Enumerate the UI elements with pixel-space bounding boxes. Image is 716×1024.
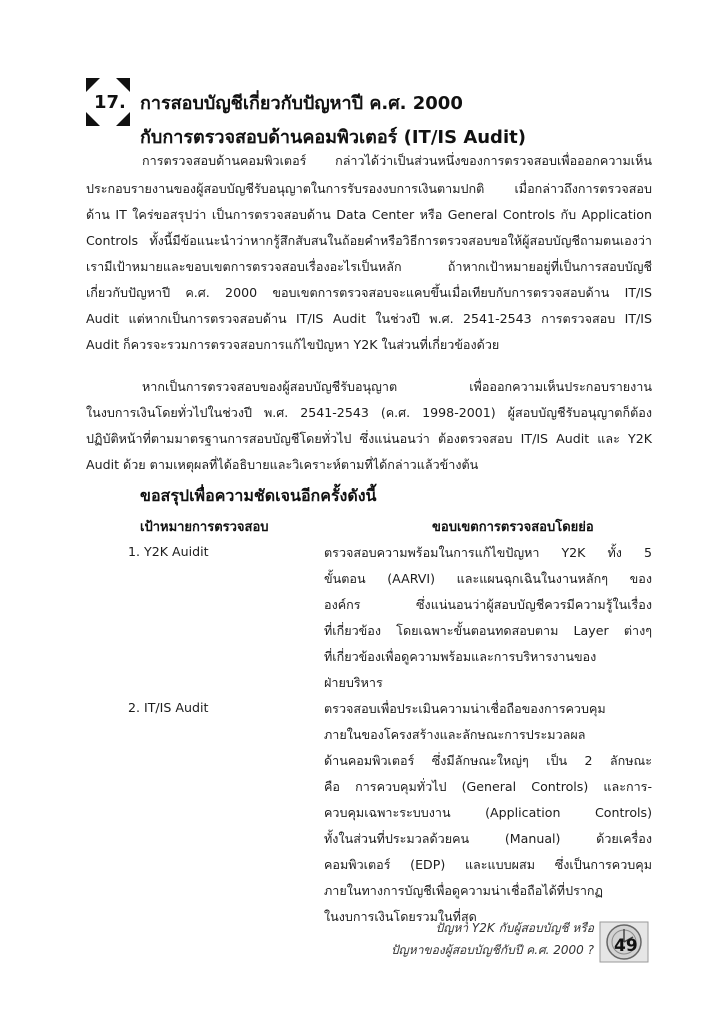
paragraph-line: Audit ก็ควรจะรวมการตรวจสอบการแก้ไขปัญหา Y2K ในส่วนที่เกี่ยวข้องด้วย xyxy=(86,337,500,352)
scope-column-header: ขอบเขตการตรวจสอบโดยย่อ xyxy=(432,520,594,535)
scope-line: ในงบการเงินโดยรวมในที่สุด xyxy=(324,909,477,924)
paragraph-line: การตรวจสอบด้านคอมพิวเตอร์ กล่าวได้ว่าเป็นส่วนหนึ่งของการตรวจสอบเพื่อออกความเห็น xyxy=(142,153,652,168)
paragraph-line: หากเป็นการตรวจสอบของผู้สอบบัญชีรับอนุญาต เพื่อออกความเห็นประกอบรายงาน xyxy=(142,379,652,394)
scope-line: ภายในทางการบัญชีเพื่อดูความน่าเชื่อถือได้ที่ปรากฏ xyxy=(324,883,603,898)
scope-line: ควบคุมเฉพาะระบบงาน (Application Controls) xyxy=(324,805,652,820)
paragraph-line: Audit แต่หากเป็นการตรวจสอบด้าน IT/IS Audit ในช่วงปี พ.ศ. 2541-2543 การตรวจสอบ IT/IS xyxy=(86,311,652,326)
footer-title-line-2: ปัญหาของผู้สอบบัญชีกับปี ค.ศ. 2000 ? xyxy=(390,943,594,957)
summary-heading: ขอสรุปเพื่อความชัดเจนอีกครั้งดังนี้ xyxy=(140,486,377,505)
scope-line: ด้านคอมพิวเตอร์ ซึ่งมีลักษณะใหญ่ๆ เป็น 2 ลักษณะ xyxy=(324,753,652,768)
corner-mark-bottom-left xyxy=(86,112,100,126)
paragraph-line: ปฏิบัติหน้าที่ตามมาตรฐานการสอบบัญชีโดยทั่วไป ซึ่งแน่นอนว่า ต้องตรวจสอบ IT/IS Audit และ Y2K xyxy=(86,431,652,446)
paragraph-line: Audit ด้วย ตามเหตุผลที่ได้อธิบายและวิเคราะห์ตามที่ได้กล่าวแล้วข้างต้น xyxy=(86,457,479,472)
paragraph-line: Controls ทั้งนี้มีข้อแนะนำว่าหากรู้สึกสับสนในถ้อยคำหรือวิธีการตรวจสอบขอให้ผู้สอบบัญชีถามตนเองว่า xyxy=(86,233,652,248)
scope-line: ที่เกี่ยวข้อง โดยเฉพาะขั้นตอนทดสอบตาม Layer ต่างๆ xyxy=(324,623,652,638)
page-number: 49 xyxy=(614,936,638,956)
scope-line: คอมพิวเตอร์ (EDP) และแบบผสม ซึ่งเป็นการควบคุม xyxy=(324,857,652,872)
footer-title-line-1: ปัญหา Y2K กับผู้สอบบัญชี หรือ xyxy=(435,921,594,935)
goal-column-header: เป้าหมายการตรวจสอบ xyxy=(140,520,269,535)
scope-line: ทั้งในส่วนที่ประมวลด้วยคน (Manual) ด้วยเครื่อง xyxy=(324,831,652,846)
corner-mark-top-right xyxy=(116,78,130,92)
scope-line: ตรวจสอบความพร้อมในการแก้ไขปัญหา Y2K ทั้ง 5 xyxy=(324,545,652,560)
paragraph-line: ในงบการเงินโดยทั่วไปในช่วงปี พ.ศ. 2541-2543 (ค.ศ. 1998-2001) ผู้สอบบัญชีรับอนุญาตก็ต้อง xyxy=(86,405,652,420)
scope-line: ภายในของโครงสร้างและลักษณะการประมวลผล xyxy=(324,727,586,742)
scope-line: องค์กร ซึ่งแน่นอนว่าผู้สอบบัญชีควรมีความรู้ในเรื่อง xyxy=(324,597,652,612)
scope-line: ที่เกี่ยวข้องเพื่อดูความพร้อมและการบริหารงานของ xyxy=(324,649,597,664)
section-title-line-2: กับการตรวจสอบด้านคอมพิวเตอร์ (IT/IS Audit) xyxy=(140,127,526,148)
corner-mark-bottom-right xyxy=(116,112,130,126)
goal-label: 2. IT/IS Audit xyxy=(128,700,209,715)
paragraph-line: ประกอบรายงานของผู้สอบบัญชีรับอนุญาตในการรับรองงบการเงินตามปกติ เมื่อกล่าวถึงการตรวจสอบ xyxy=(86,181,652,196)
section-number: 17. xyxy=(94,92,126,113)
corner-mark-top-left xyxy=(86,78,100,92)
scope-line: ตรวจสอบเพื่อประเมินความน่าเชื่อถือของการควบคุม xyxy=(324,701,606,716)
paragraph-line: ด้าน IT ใคร่ขอสรุปว่า เป็นการตรวจสอบด้าน Data Center หรือ General Controls กับ Application xyxy=(86,207,652,222)
paragraph-line: เกี่ยวกับปัญหาปี ค.ศ. 2000 ขอบเขตการตรวจสอบจะแคบขึ้นเมื่อเทียบกับการตรวจสอบด้าน IT/IS xyxy=(86,285,652,300)
scope-line: ขั้นตอน (AARVI) และแผนฉุกเฉินในงานหลักๆ ของ xyxy=(324,571,652,586)
goal-label: 1. Y2K Auidit xyxy=(128,544,209,559)
scope-line: ฝ่ายบริหาร xyxy=(324,675,383,690)
paragraph-line: เรามีเป้าหมายและขอบเขตการตรวจสอบเรื่องอะไรเป็นหลัก ถ้าหากเป้าหมายอยู่ที่เป็นการสอบบัญชี xyxy=(86,259,652,274)
scope-line: คือ การควบคุมทั่วไป (General Controls) และการ- xyxy=(324,779,652,794)
section-title-line-1: การสอบบัญชีเกี่ยวกับปัญหาปี ค.ศ. 2000 xyxy=(140,93,463,114)
